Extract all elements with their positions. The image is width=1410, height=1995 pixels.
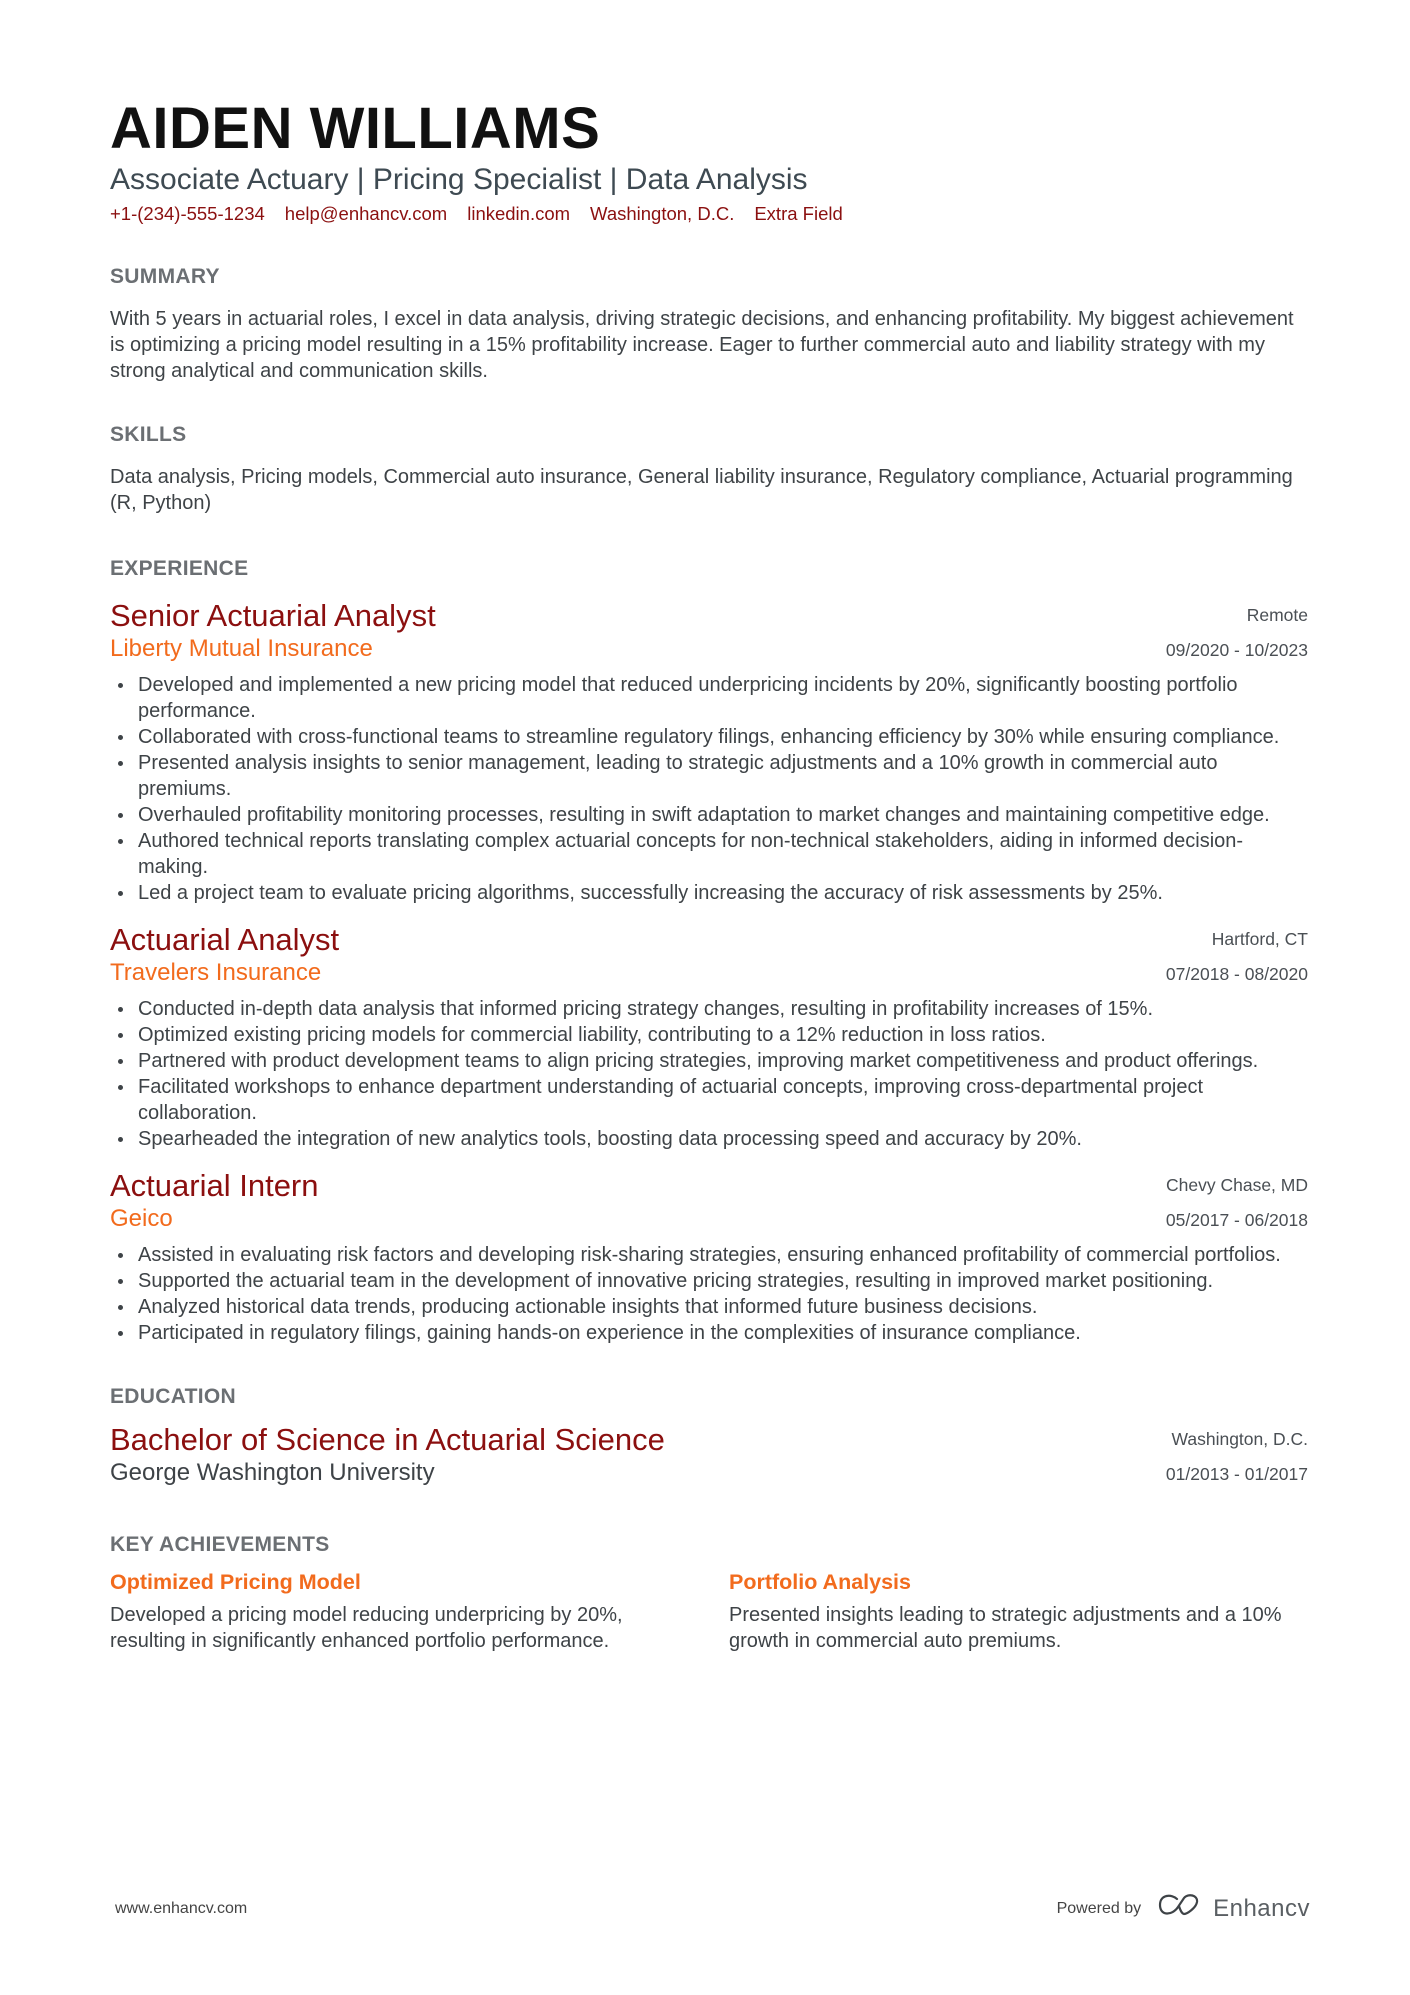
experience-section — [110, 556, 1308, 1346]
section-heading: SKILLS — [110, 423, 187, 446]
bullet-item: Optimized existing pricing models for commercial liability, contributing to a 12% reduction in loss ratios. — [110, 1022, 1308, 1048]
bullet-item: Led a project team to evaluate pricing algorithms, successfully increasing the accuracy of risk assessments by 25%. — [110, 880, 1308, 906]
contact-phone[interactable]: +1-(234)-555-1234 — [110, 203, 265, 224]
achievement-item — [729, 1568, 1308, 1654]
section-heading: KEY ACHIEVEMENTS — [110, 1533, 330, 1556]
skills-section — [110, 422, 1308, 516]
education-entry — [110, 1422, 1308, 1492]
job-dates: 07/2018 - 08/2020 — [1165, 964, 1308, 984]
contact-extra-field: Extra Field — [754, 203, 843, 224]
contact-location: Washington, D.C. — [590, 203, 735, 224]
powered-by — [1057, 1893, 1310, 1924]
candidate-title: Associate Actuary | Pricing Specialist | Data Analysis — [110, 163, 808, 196]
bullet-item: Analyzed historical data trends, producing actionable insights that informed future business decisions. — [110, 1294, 1308, 1320]
company-name: Travelers Insurance — [110, 959, 322, 986]
job-title: Senior Actuarial Analyst — [110, 598, 436, 633]
bullet-item: Spearheaded the integration of new analytics tools, boosting data processing speed and accuracy by 20%. — [110, 1126, 1308, 1152]
job-location: Hartford, CT — [1211, 929, 1308, 949]
summary-section — [110, 264, 1308, 384]
job-bullets — [110, 1242, 1308, 1346]
section-heading: EDUCATION — [110, 1385, 236, 1408]
brand-link[interactable] — [1157, 1893, 1310, 1924]
school-name: George Washington University — [110, 1459, 435, 1486]
education-section — [110, 1384, 1308, 1492]
bullet-item: Participated in regulatory filings, gaining hands-on experience in the complexities of insurance compliance. — [110, 1320, 1308, 1346]
bullet-item: Supported the actuarial team in the development of innovative pricing strategies, resulting in improved market positioning. — [110, 1268, 1308, 1294]
bullet-item: Presented analysis insights to senior management, leading to strategic adjustments and a 10% growth in commercial auto premiums. — [110, 750, 1308, 802]
job-dates: 05/2017 - 06/2018 — [1165, 1210, 1308, 1230]
job-bullets — [110, 996, 1308, 1152]
job-location: Remote — [1246, 605, 1308, 625]
achievement-title: Optimized Pricing Model — [110, 1570, 361, 1594]
bullet-item: Assisted in evaluating risk factors and developing risk-sharing strategies, ensuring enhanced profitability of commercial portfolios. — [110, 1242, 1308, 1268]
bullet-item: Developed and implemented a new pricing model that reduced underpricing incidents by 20%, significantly boosting portfolio performance. — [110, 672, 1308, 724]
section-heading: EXPERIENCE — [110, 557, 249, 580]
job-entry — [110, 1168, 1308, 1346]
contact-email[interactable]: help@enhancv.com — [284, 203, 448, 224]
bullet-item: Conducted in-depth data analysis that informed pricing strategy changes, resulting in profitability increases of 15%. — [110, 996, 1308, 1022]
resume-header — [110, 96, 1308, 226]
job-dates: 09/2020 - 10/2023 — [1165, 640, 1308, 660]
achievement-title: Portfolio Analysis — [729, 1570, 911, 1594]
achievement-text: Presented insights leading to strategic adjustments and a 10% growth in commercial auto premiums. — [729, 1604, 1282, 1652]
contact-info — [110, 202, 1308, 226]
achievements-section — [110, 1532, 1308, 1654]
enhancv-logo-icon — [1157, 1893, 1203, 1924]
education-dates: 01/2013 - 01/2017 — [1165, 1464, 1308, 1484]
brand-name: Enhancv — [1213, 1894, 1310, 1922]
achievement-text: Developed a pricing model reducing underpricing by 20%, resulting in significantly enhanced portfolio performance. — [110, 1604, 623, 1652]
bullet-item: Facilitated workshops to enhance department understanding of actuarial concepts, improving cross-departmental project collaboration. — [110, 1074, 1308, 1126]
job-location: Chevy Chase, MD — [1166, 1175, 1308, 1195]
resume-page — [110, 96, 1308, 1654]
education-location: Washington, D.C. — [1171, 1429, 1308, 1449]
summary-text: With 5 years in actuarial roles, I excel in data analysis, driving strategic decisions, and enhancing profitability. My biggest achievement is optimizing a pricing model resulting in a 15% profitability increase. Eager to further commercial auto and liability strategy with my strong analytical and communication skills. — [110, 308, 1294, 382]
company-name: Geico — [110, 1205, 173, 1232]
skills-text: Data analysis, Pricing models, Commercial auto insurance, General liability insurance, Regulatory compliance, Actuarial programming (R, Python) — [110, 466, 1293, 514]
job-title: Actuarial Analyst — [110, 922, 340, 957]
bullet-item: Overhauled profitability monitoring processes, resulting in swift adaptation to market changes and maintaining competitive edge. — [110, 802, 1308, 828]
bullet-item: Authored technical reports translating complex actuarial concepts for non-technical stakeholders, aiding in informed decision-making. — [110, 828, 1308, 880]
bullet-item: Collaborated with cross-functional teams to streamline regulatory filings, enhancing efficiency by 30% while ensuring compliance. — [110, 724, 1308, 750]
achievement-item — [110, 1568, 689, 1654]
contact-linkedin[interactable]: linkedin.com — [467, 203, 571, 224]
powered-by-label: Powered by — [1056, 1899, 1142, 1917]
bullet-item: Partnered with product development teams to align pricing strategies, improving market competitiveness and product offerings. — [110, 1048, 1308, 1074]
job-entry — [110, 598, 1308, 906]
degree-title: Bachelor of Science in Actuarial Science — [110, 1422, 665, 1457]
company-name: Liberty Mutual Insurance — [110, 635, 373, 662]
job-title: Actuarial Intern — [110, 1168, 319, 1203]
section-heading: SUMMARY — [110, 265, 220, 288]
footer-url[interactable]: www.enhancv.com — [115, 1899, 248, 1917]
page-footer — [115, 1893, 1310, 1924]
job-entry — [110, 922, 1308, 1152]
candidate-name: AIDEN WILLIAMS — [110, 96, 601, 161]
job-bullets — [110, 672, 1308, 906]
